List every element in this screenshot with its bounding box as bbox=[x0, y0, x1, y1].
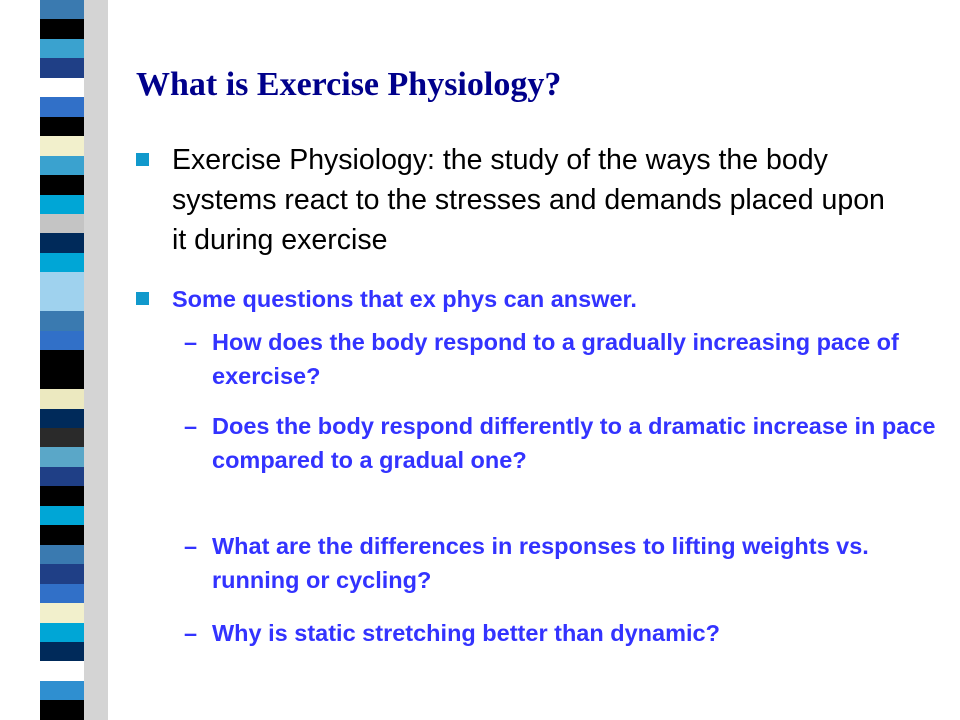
stripe-block bbox=[40, 661, 84, 680]
stripe-shadow bbox=[84, 0, 108, 720]
dash-icon: – bbox=[184, 533, 198, 559]
stripe-block bbox=[40, 214, 84, 233]
stripe-block bbox=[40, 136, 84, 155]
stripe-block bbox=[40, 292, 84, 311]
stripe-block bbox=[40, 623, 84, 642]
stripe-block bbox=[40, 311, 84, 330]
stripe-block bbox=[40, 117, 84, 136]
stripe-block bbox=[40, 331, 84, 350]
stripe-block bbox=[40, 58, 84, 77]
bullet-text: Exercise Physiology: the study of the ways the body systems react to the stresses and demands placed upon it during exercise bbox=[172, 144, 885, 256]
stripe-block bbox=[40, 564, 84, 583]
stripe-block bbox=[40, 486, 84, 505]
stripe-block bbox=[40, 350, 84, 369]
dash-icon: – bbox=[184, 413, 198, 439]
sub-item bbox=[184, 409, 942, 477]
stripe-block bbox=[40, 97, 84, 116]
sub-item bbox=[184, 616, 942, 650]
bullet-definition bbox=[136, 140, 896, 260]
stripe-block bbox=[40, 525, 84, 544]
sub-item bbox=[184, 529, 942, 597]
bullet-text: Some questions that ex phys can answer. bbox=[172, 286, 637, 312]
decorative-stripe bbox=[0, 0, 108, 720]
sub-item bbox=[184, 325, 942, 393]
stripe-block bbox=[40, 272, 84, 291]
stripe-block bbox=[40, 370, 84, 389]
dash-icon: – bbox=[184, 620, 198, 646]
stripe-block bbox=[40, 0, 84, 19]
stripe-block bbox=[40, 642, 84, 661]
stripe-block bbox=[40, 233, 84, 252]
stripe-block bbox=[40, 389, 84, 408]
stripe-block bbox=[40, 700, 84, 719]
sub-item-text: What are the differences in responses to lifting weights vs. running or cycling? bbox=[212, 533, 869, 593]
stripe-block bbox=[40, 253, 84, 272]
stripe-block bbox=[40, 428, 84, 447]
stripe-block bbox=[40, 156, 84, 175]
stripe-block bbox=[40, 39, 84, 58]
dash-icon: – bbox=[184, 329, 198, 355]
stripe-block bbox=[40, 78, 84, 97]
slide-title: What is Exercise Physiology? bbox=[136, 66, 562, 103]
stripe-block bbox=[40, 409, 84, 428]
stripe-block bbox=[40, 545, 84, 564]
square-bullet-icon bbox=[136, 292, 149, 305]
sub-item-text: How does the body respond to a gradually increasing pace of exercise? bbox=[212, 329, 899, 389]
stripe-blocks bbox=[40, 0, 84, 720]
sub-item-text: Does the body respond differently to a dramatic increase in pace compared to a gradual one? bbox=[212, 413, 936, 473]
stripe-block bbox=[40, 584, 84, 603]
bullet-questions bbox=[136, 283, 637, 315]
stripe-block bbox=[40, 447, 84, 466]
stripe-block bbox=[40, 195, 84, 214]
stripe-block bbox=[40, 681, 84, 700]
stripe-block bbox=[40, 603, 84, 622]
stripe-block bbox=[40, 19, 84, 38]
square-bullet-icon bbox=[136, 153, 149, 166]
sub-item-text: Why is static stretching better than dynamic? bbox=[212, 620, 720, 646]
stripe-block bbox=[40, 467, 84, 486]
stripe-block bbox=[40, 175, 84, 194]
stripe-block bbox=[40, 506, 84, 525]
